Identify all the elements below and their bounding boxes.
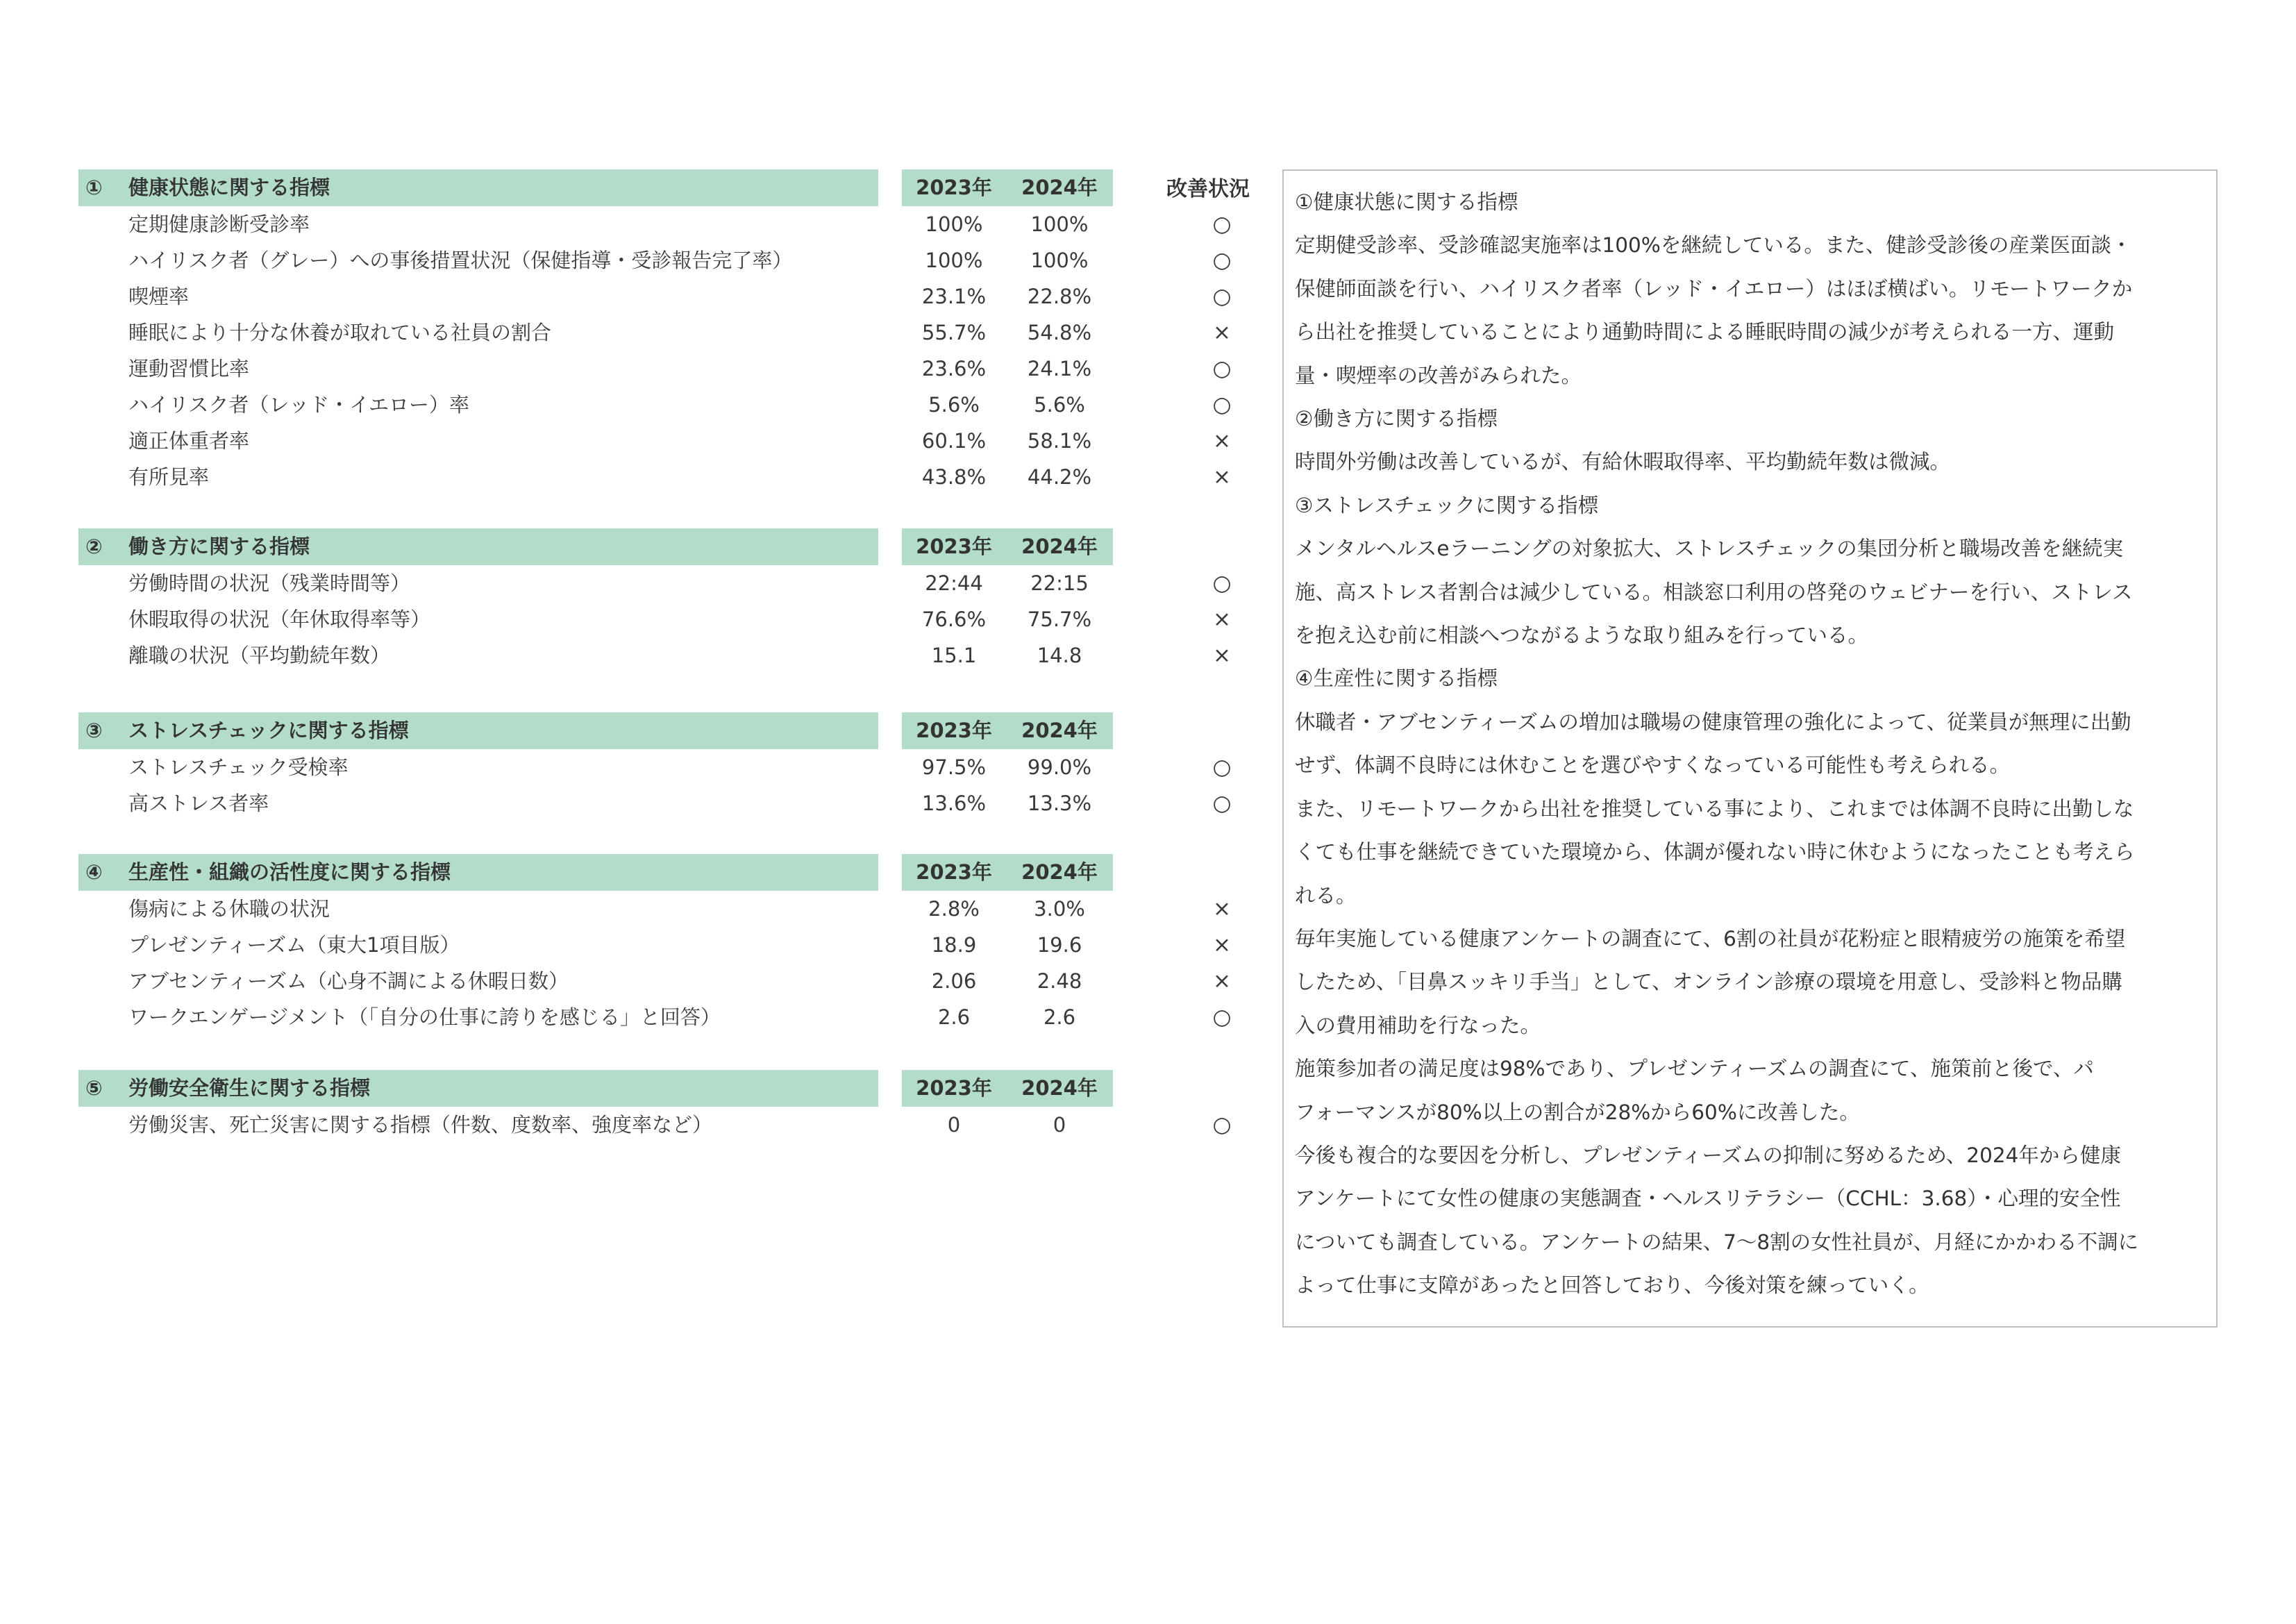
value-2024: 99.0% [1027,755,1092,779]
section-title: 生産性・組織の活性度に関する指標 [128,860,451,884]
status-column-header: 改善状況 [1166,177,1250,201]
commentary-line: ら出社を推奨していることにより通勤時間による睡眠時間の減少が考えられる一方、運動 [1295,320,2115,344]
commentary-line: フォーマンスが80%以上の割合が28%から60%に改善した。 [1295,1100,1860,1124]
row-label: 喫煙率 [128,285,190,308]
row-label: アブセンティーズム（心身不調による休暇日数） [128,969,569,993]
section-title-band [78,528,878,565]
value-2023: 97.5% [921,755,987,779]
year-2024-header: 2024年 [1021,1076,1098,1100]
value-2024: 14.8 [1037,644,1082,667]
year-2024-header: 2024年 [1021,719,1098,742]
row-label: 運動習慣比率 [128,357,250,380]
row-label: 定期健康診断受診率 [128,212,310,236]
commentary-line: れる。 [1295,883,1357,907]
section-number: ③ [85,719,103,742]
table-row [78,423,1259,459]
table-row [78,785,1259,821]
year-2023-header: 2023年 [916,719,992,742]
commentary-line: を抱え込む前に相談へつながるような取り組みを行っている。 [1295,623,1869,648]
status-mark: ○ [1212,356,1232,381]
value-2023: 23.6% [921,357,987,380]
row-label: 労働災害、死亡災害に関する指標（件数、度数率、強度率など） [128,1113,713,1137]
year-2023-header: 2023年 [916,860,992,884]
section-title: 健康状態に関する指標 [128,176,330,199]
value-2023: 23.1% [921,285,987,308]
status-mark: ○ [1212,212,1232,237]
commentary-line: 時間外労働は改善しているが、有給休暇取得率、平均勤続年数は微減。 [1295,450,1951,474]
commentary-line: したため、「目鼻スッキリ手当」として、オンライン診療の環境を用意し、受診料と物品購 [1295,970,2122,994]
status-mark: ○ [1212,284,1232,309]
section-years-band [902,854,1113,891]
commentary-line: アンケートにて女性の健康の実態調査・ヘルスリテラシー（CCHL：3.68）・心理的安全性 [1295,1187,2121,1211]
commentary-line: 施、高ストレス者割合は減少している。相談窓口利用の啓発のウェビナーを行い、ストレス [1295,580,2133,604]
commentary-line: 施策参加者の満足度は98%であり、プレゼンティーズムの調査にて、施策前と後で、パ [1295,1057,2094,1081]
section-header [78,1070,1259,1107]
row-label: ワークエンゲージメント（「自分の仕事に誇りを感じる」と回答） [128,1005,721,1029]
value-2024: 22.8% [1027,285,1092,308]
table-row [78,387,1259,423]
row-label: ハイリスク者（グレー）への事後措置状況（保健指導・受診報告完了率） [128,249,793,272]
section-header [78,169,1259,206]
row-label: 労働時間の状況（残業時間等） [128,571,411,595]
year-2024-header: 2024年 [1021,176,1098,199]
section-years-band [902,712,1113,749]
status-mark: × [1213,464,1231,489]
value-2023: 0 [947,1113,961,1137]
section-number: ② [85,535,103,558]
table-row [78,963,1259,999]
status-mark: ○ [1212,571,1232,596]
row-label: 高ストレス者率 [128,792,269,815]
section-years-band [902,1070,1113,1107]
value-2024: 100% [1030,212,1089,236]
section-occupational-safety [78,1070,1259,1143]
section-title: ストレスチェックに関する指標 [128,719,409,742]
year-2023-header: 2023年 [916,176,992,199]
value-2024: 19.6 [1037,933,1082,957]
section-years-band [902,528,1113,565]
table-row [78,242,1259,278]
row-label: 適正体重者率 [128,429,250,453]
section-productivity [78,854,1259,1035]
commentary-line: 保健師面談を行い、ハイリスク者率（レッド・イエロー）はほぼ横ばい。リモートワークか [1295,276,2133,301]
row-label: ハイリスク者（レッド・イエロー）率 [128,393,469,417]
commentary-line: せず、体調不良時には休むことを選びやすくなっている可能性も考えられる。 [1295,753,2011,778]
value-2023: 60.1% [921,429,987,453]
commentary-line: についても調査している。アンケートの結果、7〜8割の女性社員が、月経にかかわる不調に [1295,1230,2139,1254]
status-mark: × [1213,932,1231,957]
status-mark: × [1213,896,1231,921]
table-row [78,459,1259,495]
table-row [78,315,1259,351]
section-header [78,528,1259,565]
value-2023: 76.6% [921,608,987,631]
value-2023: 15.1 [931,644,977,667]
value-2024: 3.0% [1034,897,1085,921]
status-mark: × [1213,969,1231,994]
section-title-band [78,854,878,891]
section-title-band [78,712,878,749]
table-row [78,891,1259,927]
status-mark: ○ [1212,755,1232,780]
table-row [78,999,1259,1035]
table-row [78,206,1259,242]
value-2023: 2.6 [937,1005,971,1029]
table-row [78,278,1259,315]
value-2023: 55.7% [921,321,987,344]
section-title: 働き方に関する指標 [128,535,310,558]
value-2023: 43.8% [921,465,987,489]
commentary-line: よって仕事に支障があったと回答しており、今後対策を練っていく。 [1295,1273,1929,1298]
status-mark: × [1213,607,1231,632]
table-row [78,749,1259,785]
value-2023: 2.06 [931,969,977,993]
value-2023: 13.6% [921,792,987,815]
value-2024: 13.3% [1027,792,1092,815]
value-2024: 2.6 [1043,1005,1076,1029]
section-number: ① [85,176,103,199]
commentary-heading: ①健康状態に関する指標 [1295,190,1518,214]
value-2023: 100% [925,249,983,272]
section-health [78,169,1259,495]
section-workstyle [78,528,1259,673]
row-label: 睡眠により十分な休養が取れている社員の割合 [128,321,552,344]
table-row [78,351,1259,387]
value-2023: 5.6% [928,393,980,417]
commentary-line: 定期健受診率、受診確認実施率は100%を継続している。また、健診受診後の産業医面談・ [1295,233,2132,258]
status-mark: ○ [1212,248,1232,273]
table-row [78,565,1259,601]
section-header [78,712,1259,749]
status-mark: ○ [1212,791,1232,816]
value-2023: 22:44 [925,571,983,595]
value-2023: 2.8% [928,897,980,921]
value-2023: 18.9 [931,933,977,957]
section-number: ⑤ [85,1076,103,1100]
commentary-heading: ④生産性に関する指標 [1295,667,1498,691]
value-2024: 24.1% [1027,357,1092,380]
commentary-line: 入の費用補助を行なった。 [1295,1013,1541,1037]
table-row [78,601,1259,637]
year-2023-header: 2023年 [916,535,992,558]
table-row [78,1107,1259,1143]
commentary-line: また、リモートワークから出社を推奨している事により、これまでは体調不良時に出勤しな [1295,796,2134,821]
value-2024: 44.2% [1027,465,1092,489]
status-mark: × [1213,428,1231,453]
section-title-band [78,1070,878,1107]
status-mark: ○ [1212,392,1232,417]
status-mark: × [1213,643,1231,668]
commentary-line: くても仕事を継続できていた環境から、体調が優れない時に休むようになったことも考えら [1295,840,2135,864]
commentary-line: メンタルヘルスeラーニングの対象拡大、ストレスチェックの集団分析と職場改善を継続実 [1295,537,2124,561]
commentary-line: 休職者・アブセンティーズムの増加は職場の健康管理の強化によって、従業員が無理に出勤 [1295,710,2131,734]
commentary-line: 今後も複合的な要因を分析し、プレゼンティーズムの抑制に努めるため、2024年から健康 [1295,1143,2121,1167]
table-row [78,637,1259,673]
value-2024: 2.48 [1037,969,1082,993]
row-label: ストレスチェック受検率 [128,755,349,779]
section-stress-check [78,712,1259,821]
status-mark: × [1213,320,1231,345]
section-header [78,854,1259,891]
value-2024: 75.7% [1027,608,1092,631]
value-2024: 22:15 [1030,571,1089,595]
commentary-box [1282,169,2218,1328]
row-label: プレゼンティーズム（東大1項目版） [128,933,460,957]
year-2024-header: 2024年 [1021,535,1098,558]
commentary-line: 量・喫煙率の改善がみられた。 [1295,363,1582,387]
section-title: 労働安全衛生に関する指標 [128,1076,371,1100]
commentary-line: 毎年実施している健康アンケートの調査にて、6割の社員が花粉症と眼精疲労の施策を希望 [1295,926,2126,951]
value-2023: 100% [925,212,983,236]
row-label: 離職の状況（平均勤続年数） [128,644,391,667]
status-mark: ○ [1212,1112,1232,1137]
commentary-heading: ②働き方に関する指標 [1295,407,1498,431]
year-2023-header: 2023年 [916,1076,992,1100]
value-2024: 54.8% [1027,321,1092,344]
value-2024: 58.1% [1027,429,1092,453]
value-2024: 0 [1053,1113,1066,1137]
table-row [78,927,1259,963]
year-2024-header: 2024年 [1021,860,1098,884]
status-mark: ○ [1212,1005,1232,1030]
value-2024: 5.6% [1034,393,1085,417]
row-label: 有所見率 [128,465,210,489]
section-title-band [78,169,878,206]
section-number: ④ [85,860,103,884]
commentary-heading: ③ストレスチェックに関する指標 [1295,493,1599,517]
value-2024: 100% [1030,249,1089,272]
section-years-band [902,169,1113,206]
row-label: 休暇取得の状況（年休取得率等） [128,608,431,631]
row-label: 傷病による休職の状況 [128,897,330,921]
